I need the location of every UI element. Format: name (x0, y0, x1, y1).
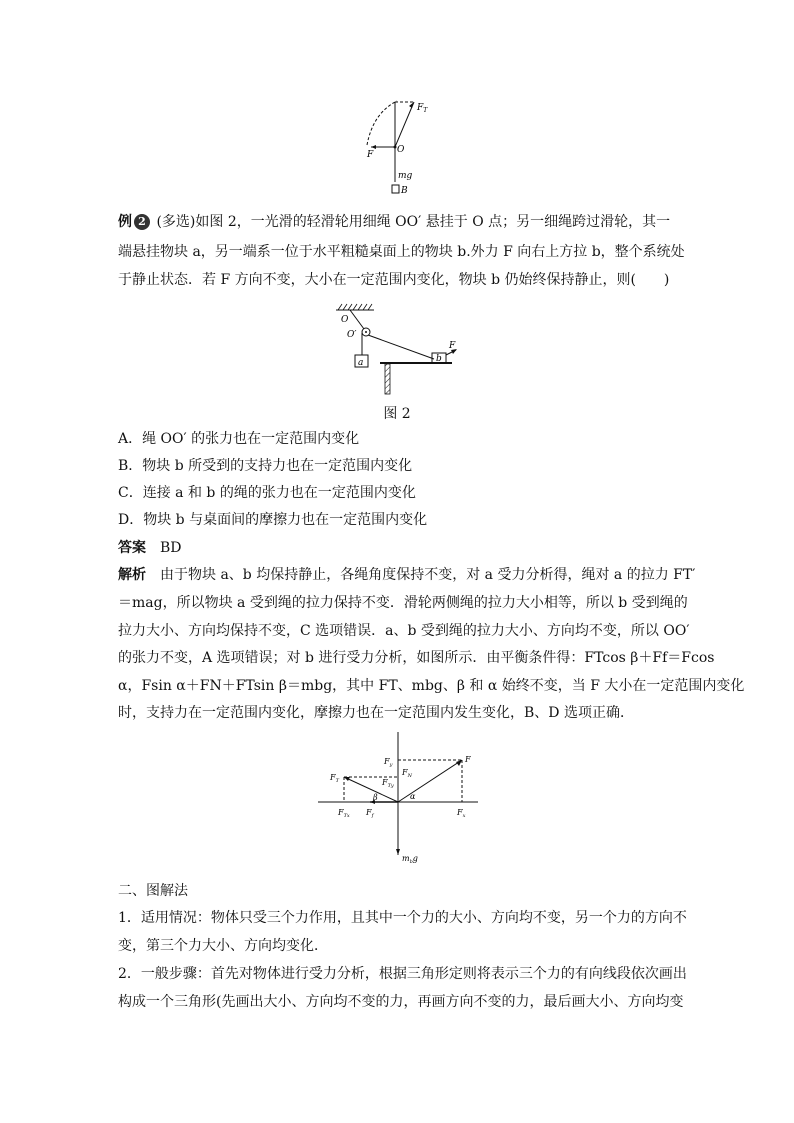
label-ft: $F_T$ (417, 103, 428, 114)
label-f: F (465, 755, 471, 764)
label-ftx: $F_{Tx}$ (338, 808, 350, 819)
example-line-3: 于静止状态．若 F 方向不变，大小在一定范围内变化，物块 b 仍始终保持静止，则( ) (118, 272, 670, 288)
option-a: A．绳 OO′ 的张力也在一定范围内变化 (118, 431, 360, 447)
example-line-2: 端悬挂物块 a，另一端系一位于水平粗糙桌面上的物块 b.外力 F 向右上方拉 b，整个系统处 (118, 244, 685, 260)
section-p2-line-2: 构成一个三角形(先画出大小、方向均不变的力，再画方向不变的力，最后画大小、方向均变 (118, 994, 684, 1010)
example-label: 例 (118, 214, 132, 230)
analysis-line-5: α，Fsin α＋FN＋FTsin β＝mbg，其中 FT、mbg、β 和 α 始终不变，当 F 大小在一定范围内变化 (118, 678, 745, 694)
answer-line (118, 539, 688, 557)
label-force-f: F (449, 341, 456, 351)
label-ff: $F_f$ (366, 808, 374, 819)
section-p2-line-1: 2．一般步骤：首先对物体进行受力分析，根据三角形定则将表示三个力的有向线段依次画出 (118, 966, 687, 982)
label-beta: β (373, 793, 378, 802)
example-text-1: (多选)如图 2，一光滑的轻滑轮用细绳 OO′ 悬挂于 O 点；另一细绳跨过滑轮，其一 (156, 214, 671, 230)
option-d: D．物块 b 与桌面间的摩擦力也在一定范围内变化 (118, 512, 428, 528)
answer-label: 答案 (118, 540, 146, 556)
label-o: O (341, 315, 349, 325)
analysis-label: 解析 (118, 567, 146, 583)
example-line-1 (118, 213, 688, 231)
label-f: F (367, 150, 374, 160)
label-ft: $F_T$ (330, 773, 339, 784)
label-alpha: α (410, 792, 416, 801)
label-block-b: b (436, 354, 442, 364)
label-fy: $F_y$ (384, 757, 393, 768)
option-b: B．物块 b 所受到的支持力也在一定范围内变化 (118, 458, 413, 474)
analysis-line-1 (118, 566, 696, 584)
section-heading: 二、图解法 (118, 883, 188, 899)
label-mbg: $m_bg$ (402, 854, 418, 865)
label-o: O (397, 145, 405, 155)
label-mg: mg (398, 171, 413, 181)
answer-value: BD (160, 540, 182, 556)
force-decomposition-figure (318, 727, 483, 867)
analysis-line-4: 的张力不变，A 选项错误；对 b 进行受力分析，如图所示．由平衡条件得：FTcos β＋Ff＝Fcos (118, 650, 715, 666)
analysis-line-6: 时，支持力在一定范围内变化，摩擦力也在一定范围内发生变化，B、D 选项正确． (118, 705, 634, 721)
section-p1-line-2: 变，第三个力大小、方向均变化． (118, 938, 328, 954)
label-fty: $F_{Ty}$ (382, 778, 394, 789)
label-b: B (401, 186, 408, 196)
force-triangle-figure (355, 95, 445, 200)
analysis-line-2: ＝mag，所以物块 a 受到绳的拉力保持不变．滑轮两侧绳的拉力大小相等，所以 b 受到绳的 (118, 595, 688, 611)
label-block-a: a (358, 358, 364, 368)
label-fn: $F_N$ (402, 768, 412, 779)
section-p1-line-1: 1．适用情况：物体只受三个力作用，且其中一个力的大小、方向均不变，另一个力的方向不 (118, 910, 687, 926)
option-c: C．连接 a 和 b 的绳的张力也在一定范围内变化 (118, 485, 416, 501)
example-number-badge: 2 (134, 214, 150, 230)
label-fx: $F_x$ (457, 808, 466, 819)
pulley-figure (330, 302, 465, 397)
label-o-prime: O′ (347, 330, 357, 340)
analysis-line-3: 拉力大小、方向均保持不变，C 选项错误．a、b 受到绳的拉力大小、方向均不变，所以 OO′ (118, 623, 690, 639)
figure-2-caption: 图 2 (383, 406, 411, 422)
analysis-text-1: 由于物块 a、b 均保持静止，各绳角度保持不变，对 a 受力分析得，绳对 a 的拉力 FT′ (160, 567, 696, 583)
